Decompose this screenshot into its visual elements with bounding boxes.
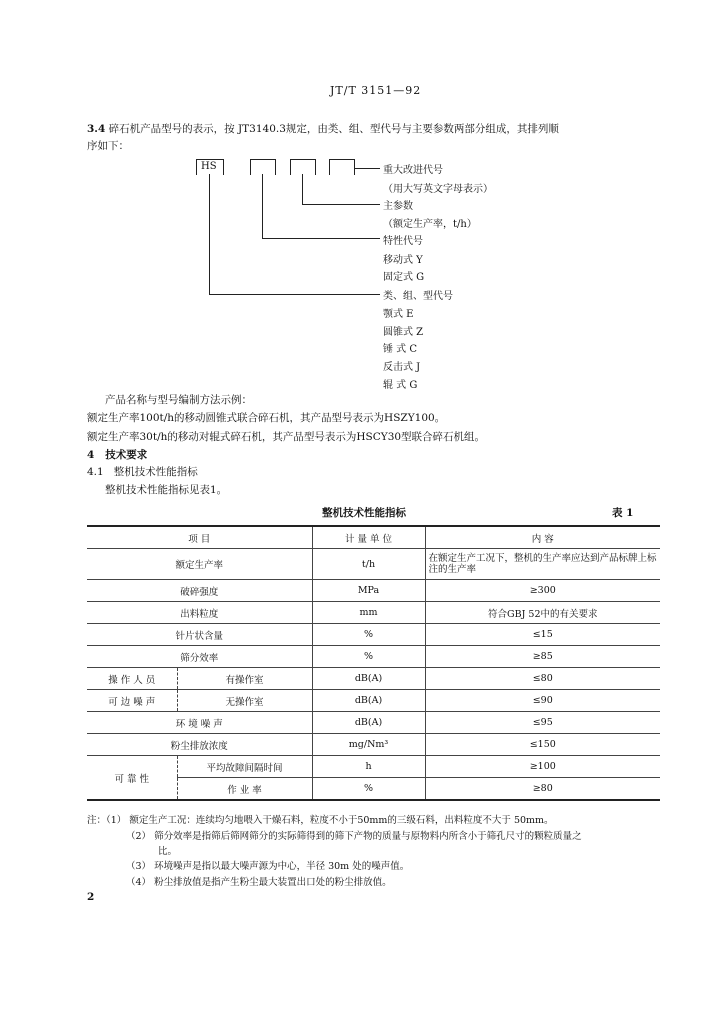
row-content: ≥100 — [425, 756, 660, 778]
row-content: ≤15 — [425, 624, 660, 646]
table-row — [87, 580, 660, 602]
row-item: 针片状含量 — [87, 624, 312, 646]
row-item: 出料粒度 — [87, 602, 312, 624]
diagram-label-0: 重大改进代号 — [383, 165, 443, 176]
row-group: 操 作 人 员 — [87, 668, 177, 690]
diagram-label-10: 锤 式 C — [383, 344, 418, 355]
diagram-label-12: 辊 式 G — [383, 380, 418, 391]
note-text: 额定生产工况：连续均匀地喂入干燥石料，粒度不小于50mm的三级石料，出料粒度不大于 50mm。 — [129, 815, 554, 826]
section-3-4-line2: 序如下： — [87, 140, 129, 152]
leader-feature — [262, 174, 263, 238]
diagram-label-8: 颚式 E — [383, 309, 414, 320]
section-4-1-heading — [87, 464, 198, 479]
line-param — [302, 204, 380, 205]
note-3 — [126, 858, 409, 872]
note-label: （2） — [126, 831, 152, 842]
row-item: 筛分效率 — [87, 646, 312, 668]
line-feature — [262, 238, 380, 239]
code-box-3 — [329, 159, 355, 175]
section-3-4-text: 碎石机产品型号的表示，按 JT3140.3规定，由类、组、型代号与主要参数两部分组成，其排列顺 — [108, 123, 559, 135]
diagram-label-4: 特性代号 — [383, 236, 423, 247]
performance-table — [87, 525, 660, 801]
diagram-label-6: 固定式 G — [383, 272, 425, 283]
row-unit: h — [312, 756, 425, 778]
section-4-title: 技术要求 — [105, 449, 148, 461]
row-content: 在额定生产工况下，整机的生产率应达到产品标牌上标注的生产率 — [425, 549, 660, 580]
row-content: ≥85 — [425, 646, 660, 668]
table-row — [87, 690, 660, 712]
diagram-label-2: 主参数 — [383, 201, 413, 212]
row-content: ≤150 — [425, 734, 660, 756]
diagram-label-5: 移动式 Y — [383, 255, 423, 266]
table-row — [87, 646, 660, 668]
row-unit: dB(A) — [312, 690, 425, 712]
examples-intro: 产品名称与型号编制方法示例： — [105, 394, 252, 406]
row-content: ≥80 — [425, 778, 660, 801]
row-content: ≤90 — [425, 690, 660, 712]
note-text: 筛分效率是指筛后筛网筛分的实际筛得到的筛下产物的质量与原物料内所含小于筛孔尺寸的颗粒质量之 — [154, 831, 582, 842]
row-item: 破碎强度 — [87, 580, 312, 602]
code-box-1 — [250, 159, 276, 175]
row-unit: MPa — [312, 580, 425, 602]
note-label: 注：（1） — [87, 815, 127, 826]
table-row — [87, 602, 660, 624]
leader-param — [302, 174, 303, 204]
header-content: 内 容 — [425, 526, 660, 549]
row-item: 有操作室 — [177, 668, 312, 690]
row-unit: % — [312, 646, 425, 668]
example-1: 额定生产率100t/h的移动圆锥式联合碎石机，其产品型号表示为HSZY100。 — [87, 412, 446, 424]
note-1 — [87, 812, 554, 826]
diagram-label-1: （用大写英文字母表示） — [383, 184, 493, 195]
row-item: 平均故障间隔时间 — [177, 756, 312, 778]
line-class — [209, 294, 380, 295]
note-label: （4） — [126, 877, 152, 888]
section-4-number: 4 — [87, 449, 95, 461]
note-4 — [126, 874, 392, 888]
table-header-row — [87, 526, 660, 549]
table-row — [87, 624, 660, 646]
diagram-label-7: 类、组、型代号 — [383, 291, 453, 302]
table-row — [87, 549, 660, 580]
prefix-box — [196, 159, 224, 175]
note-text: 粉尘排放值是指产生粉尘最大装置出口处的粉尘排放值。 — [154, 877, 392, 888]
table-row — [87, 668, 660, 690]
header-unit: 计 量 单 位 — [312, 526, 425, 549]
table-row — [87, 756, 660, 778]
section-4-1-number: 4.1 — [87, 466, 104, 478]
page-number: 2 — [87, 891, 95, 903]
note-2-cont: 比。 — [158, 846, 178, 857]
row-group: 可 边 噪 声 — [87, 690, 177, 712]
model-prefix: HS — [201, 161, 217, 172]
note-2 — [126, 828, 582, 842]
row-content: ≤95 — [425, 712, 660, 734]
section-4-1-title: 整机技术性能指标 — [113, 466, 198, 478]
row-unit: mm — [312, 602, 425, 624]
row-unit: % — [312, 624, 425, 646]
section-3-4-line1 — [87, 121, 559, 136]
row-unit: t/h — [312, 549, 425, 580]
row-unit: dB(A) — [312, 712, 425, 734]
table-row — [87, 712, 660, 734]
row-item: 作 业 率 — [177, 778, 312, 801]
note-label: （3） — [126, 861, 152, 872]
leader-class — [209, 174, 210, 294]
code-box-2 — [290, 159, 316, 175]
row-content: ≥300 — [425, 580, 660, 602]
header-item: 项 目 — [87, 526, 312, 549]
note-text: 环境噪声是指以最大噪声源为中心，半径 30m 处的噪声值。 — [154, 861, 410, 872]
line-improve — [354, 168, 380, 169]
table-label: 表 1 — [612, 507, 634, 519]
row-item: 额定生产率 — [87, 549, 312, 580]
row-unit: % — [312, 778, 425, 801]
row-unit: mg/Nm³ — [312, 734, 425, 756]
row-unit: dB(A) — [312, 668, 425, 690]
row-item: 环 境 噪 声 — [87, 712, 312, 734]
section-4-heading — [87, 447, 147, 462]
page-header: JT/T 3151—92 — [330, 84, 422, 97]
row-item: 无操作室 — [177, 690, 312, 712]
row-content: ≤80 — [425, 668, 660, 690]
row-item: 粉尘排放浓度 — [87, 734, 312, 756]
diagram-label-11: 反击式 J — [383, 362, 421, 373]
diagram-label-9: 圆锥式 Z — [383, 327, 424, 338]
table-row — [87, 734, 660, 756]
example-2: 额定生产率30t/h的移动对辊式碎石机，其产品型号表示为HSCY30型联合碎石机组。 — [87, 431, 486, 443]
diagram-label-3: （额定生产率，t/h） — [383, 219, 477, 230]
section-3-4-number: 3.4 — [87, 123, 106, 135]
section-4-1-text: 整机技术性能指标见表1。 — [105, 484, 228, 496]
row-group: 可 靠 性 — [87, 756, 177, 801]
row-content: 符合GBJ 52中的有关要求 — [425, 602, 660, 624]
table-title: 整机技术性能指标 — [322, 507, 406, 519]
